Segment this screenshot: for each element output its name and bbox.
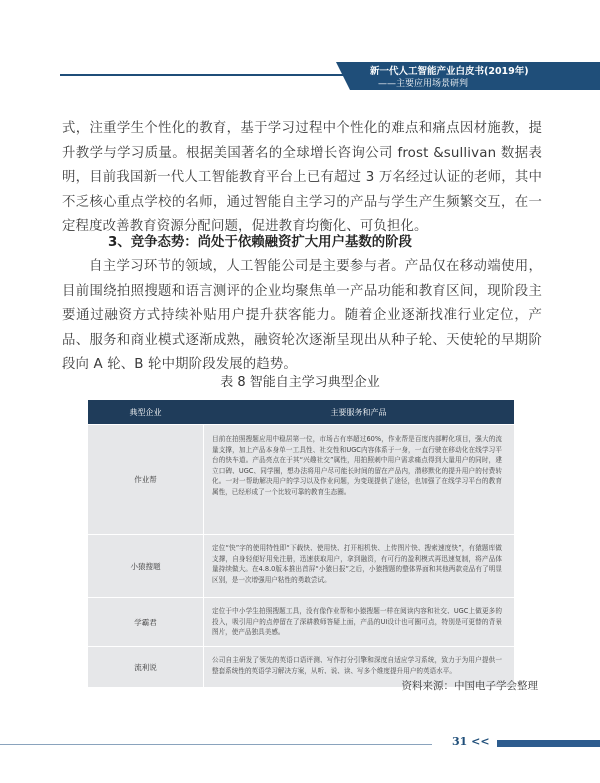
section-heading: 3、竞争态势：尚处于依赖融资扩大用户基数的阶段 [108, 235, 412, 250]
page-arrows: << [471, 735, 490, 748]
page-number-value: 31 [452, 735, 468, 748]
company-name: 小猿搜题 [88, 535, 204, 597]
header-company: 典型企业 [129, 407, 162, 417]
table-row [88, 597, 514, 646]
header-rule [60, 74, 350, 76]
company-description: 定位“快”字的使用特性即“下载快、使用快、打开相机快、上传图片快、搜索速度快”，有猿题库做支撑，自身轻便好用免注册，迅速获取用户，拿到融资，有可行的盈利模式再迅速复制，将产品体量持续做大。在4.8.0版本推出首屏“小猿日报”之后，小猿搜题的整体界面和其他两款竞品有了明显区别，是一次增强用户粘性的勇敢尝试。 [212, 544, 502, 584]
table-row [88, 534, 514, 597]
company-name: 流利说 [88, 647, 204, 687]
header-subtitle: ——主要应用场景研判 [378, 79, 469, 89]
source-note: 资料来源：中国电子学会整理 [401, 680, 538, 692]
page-number [452, 735, 490, 748]
table-title: 表 8 智能自主学习典型企业 [220, 375, 380, 390]
company-name: 学霸君 [88, 598, 204, 646]
company-name: 作业帮 [88, 425, 204, 534]
company-description: 目前在拍照搜题应用中稳居第一位，市场占有率超过60%，作业帮是百度内部孵化项目，强大的流量支撑，加上产品本身单一工具性、社交性和UGC内容体系于一身，一直行驶在移动化在线学习平台的快车道。产品亮点在于其“兴趣社交”属性，用拍照刺中用户需求痛点得到大量用户的同时，建立口碑、UGC、同学圈，想办法将用户尽可能长时间的留在产品内，潜移默化的提升用户的付费转化。一对一帮助解决用户的学习以及作业问题，为变现提供了途径，也加强了在线学习平台的教育属性，已经形成了一个比较可靠的教育生态圈。 [212, 435, 502, 496]
companies-table [88, 400, 514, 687]
body-paragraph-1: 式，注重学生个性化的教育，基于学习过程中个性化的难点和痛点因材施教，提升教学与学习质量。根据美国著名的全球增长咨询公司 frost &sullivan 数据表明，目前我国新一代人工智能教育平台上已有超过 3 万名经过认证的老师，其中不乏核心重点学校的名师，通过智能自主学习的产品与学生产生频繁交互，在一定程度改善教育资源分配问题，促进教育均衡化、可负担化。 [62, 121, 542, 234]
body-paragraph-2: 自主学习环节的领域，人工智能公司是主要参与者。产品仅在移动端使用，目前围绕拍照搜题和语言测评的企业均聚焦单一产品功能和教育区间，现阶段主要通过融资方式持续补贴用户提升获客能力。随着企业逐渐找准行业定位，产品、服务和商业模式逐渐成熟，融资轮次逐渐呈现出从种子轮、天使轮的早期阶段向 A 轮、B 轮中期阶段发展的趋势。 [62, 259, 542, 372]
footer-rule [0, 744, 432, 745]
header-title: 新一代人工智能产业白皮书(2019年) [370, 66, 529, 77]
table-header [88, 400, 514, 424]
header-services: 主要服务和产品 [330, 407, 387, 417]
table-row [88, 424, 514, 534]
footer-bar [497, 740, 600, 747]
company-description: 定位于中小学生拍照搜题工具，没有像作业帮和小猿搜题一样在阅读内容和社交、UGC上做更多的投入，吸引用户的点停留在了深耕教师答疑上面，产品的UI设计也可圈可点，特别是可更替的背景图片，使产品独具美感。 [212, 607, 502, 637]
company-description: 公司自主研发了领先的英语口语评测、写作打分引擎和深度自适应学习系统，致力于为用户提供一整套系统性的英语学习解决方案，从听、说、读、写多个维度提升用户的英语水平。 [212, 656, 502, 675]
